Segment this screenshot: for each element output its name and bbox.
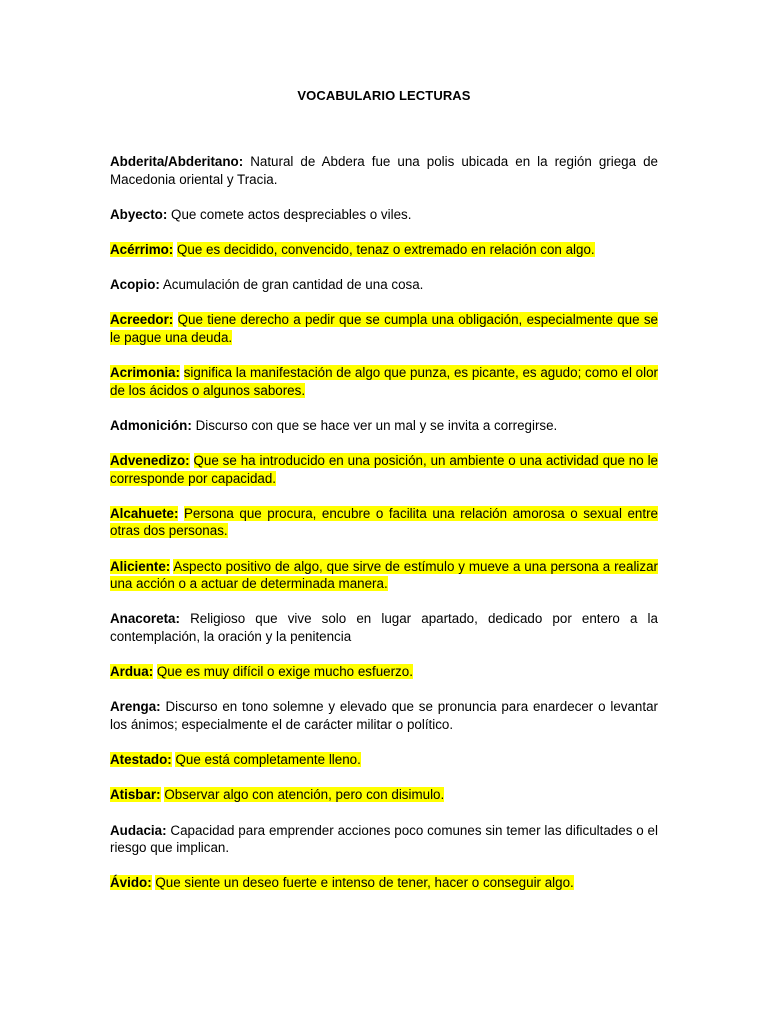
vocabulary-definition: Discurso en tono solemne y elevado que se pronuncia para enardecer o levantar los ánimos; especialmente el de carácter militar o político. bbox=[110, 699, 658, 732]
vocabulary-entry bbox=[110, 505, 658, 540]
vocabulary-entry bbox=[110, 276, 658, 294]
vocabulary-term: Admonición: bbox=[110, 417, 192, 433]
vocabulary-term: Ardua: bbox=[110, 664, 154, 680]
vocabulary-entry bbox=[110, 153, 658, 188]
vocabulary-definition: Que es decidido, convencido, tenaz o extremado en relación con algo. bbox=[177, 241, 595, 257]
vocabulary-term: Ávido: bbox=[110, 875, 152, 891]
vocabulary-entry bbox=[110, 822, 658, 857]
vocabulary-definition: Discurso con que se hace ver un mal y se invita a corregirse. bbox=[195, 417, 558, 433]
vocabulary-term: Acreedor: bbox=[110, 312, 174, 328]
vocabulary-term: Atisbar: bbox=[110, 787, 161, 803]
vocabulary-entry bbox=[110, 364, 658, 399]
vocabulary-term: Abderita/Abderitano: bbox=[110, 154, 244, 169]
vocabulary-term: Arenga: bbox=[110, 699, 161, 715]
vocabulary-term: Aliciente: bbox=[110, 558, 171, 574]
vocabulary-term: Abyecto: bbox=[110, 206, 168, 222]
vocabulary-definition: Que se ha introducido en una posición, un ambiente o una actividad que no le corresponde por capacidad. bbox=[110, 453, 658, 486]
vocabulary-entry bbox=[110, 786, 658, 804]
vocabulary-entry bbox=[110, 698, 658, 733]
vocabulary-definition: Que siente un deseo fuerte e intenso de tener, hacer o conseguir algo. bbox=[155, 875, 574, 891]
vocabulary-entry bbox=[110, 751, 658, 769]
vocabulary-term: Anacoreta: bbox=[110, 611, 180, 627]
vocabulary-list bbox=[110, 153, 658, 910]
vocabulary-entry bbox=[110, 874, 658, 892]
vocabulary-term: Acopio: bbox=[110, 277, 160, 293]
vocabulary-term: Advenedizo: bbox=[110, 453, 190, 469]
vocabulary-definition: Natural de Abdera fue una polis ubicada en la región griega de Macedonia oriental y Tracia. bbox=[110, 154, 658, 187]
vocabulary-term: Audacia: bbox=[110, 822, 167, 838]
vocabulary-definition: Acumulación de gran cantidad de una cosa. bbox=[162, 277, 424, 293]
vocabulary-definition: Que es muy difícil o exige mucho esfuerzo. bbox=[156, 664, 413, 680]
vocabulary-definition: Religioso que vive solo en lugar apartado, dedicado por entero a la contemplación, la oración y la penitencia bbox=[110, 611, 658, 645]
vocabulary-definition: Observar algo con atención, pero con disimulo. bbox=[164, 787, 445, 803]
vocabulary-definition: Persona que procura, encubre o facilita una relación amorosa o sexual entre otras dos personas. bbox=[110, 505, 658, 539]
vocabulary-entry bbox=[110, 241, 658, 259]
vocabulary-definition: Que comete actos despreciables o viles. bbox=[171, 206, 412, 222]
vocabulary-term: Acérrimo: bbox=[110, 241, 174, 257]
vocabulary-definition: Que tiene derecho a pedir que se cumpla una obligación, especialmente que se le pague una deuda. bbox=[110, 312, 658, 345]
vocabulary-definition: Que está completamente lleno. bbox=[175, 752, 361, 768]
vocabulary-term: Acrimonia: bbox=[110, 365, 180, 381]
vocabulary-entry bbox=[110, 452, 658, 487]
vocabulary-entry bbox=[110, 663, 658, 681]
vocabulary-definition: Aspecto positivo de algo, que sirve de estímulo y mueve a una persona a realizar una acción o a actuar de determinada manera. bbox=[110, 558, 658, 592]
vocabulary-entry bbox=[110, 610, 658, 645]
vocabulary-entry bbox=[110, 558, 658, 593]
vocabulary-term: Alcahuete: bbox=[110, 505, 179, 521]
vocabulary-entry bbox=[110, 206, 658, 224]
vocabulary-definition: significa la manifestación de algo que punza, es picante, es agudo; como el olor de los ácidos o algunos sabores. bbox=[110, 365, 658, 398]
vocabulary-term: Atestado: bbox=[110, 752, 172, 768]
vocabulary-definition: Capacidad para emprender acciones poco comunes sin temer las dificultades o el riesgo que implican. bbox=[110, 822, 658, 856]
vocabulary-entry bbox=[110, 417, 658, 435]
vocabulary-entry bbox=[110, 311, 658, 346]
document-title: VOCABULARIO LECTURAS bbox=[297, 88, 471, 103]
